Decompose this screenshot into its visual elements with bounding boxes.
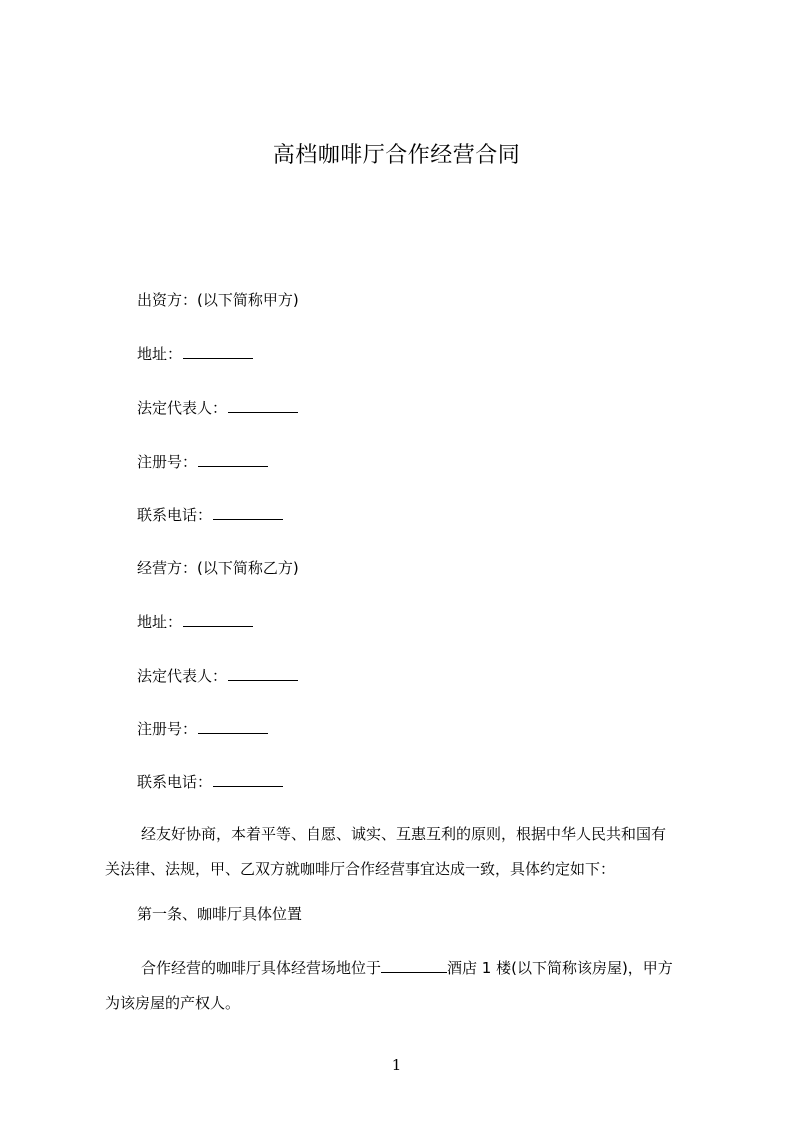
party-b-address-blank	[183, 611, 253, 627]
party-a-legal-rep-line	[137, 397, 298, 419]
party-a-legal-rep-blank	[228, 397, 298, 413]
party-a-heading: 出资方：(以下简称甲方)	[137, 291, 299, 309]
article-1-heading: 第一条、咖啡厅具体位置	[137, 905, 303, 923]
article-1-line-2: 为该房屋的产权人。	[105, 994, 241, 1012]
party-b-reg-no-line	[137, 718, 268, 740]
party-b-address-label: 地址：	[137, 613, 183, 631]
hotel-name-blank	[381, 957, 447, 973]
party-a-address-blank	[183, 343, 253, 359]
party-a-phone-line	[137, 504, 283, 526]
party-b-phone-blank	[213, 771, 283, 787]
document-title: 高档咖啡厅合作经营合同	[272, 143, 521, 168]
article-1-text-before-blank: 合作经营的咖啡厅具体经营场地位于	[141, 959, 382, 977]
party-a-address-label: 地址：	[137, 345, 183, 363]
party-b-legal-rep-line	[137, 665, 298, 687]
party-b-reg-no-blank	[198, 718, 268, 734]
party-a-phone-label: 联系电话：	[137, 506, 213, 524]
page-number: 1	[391, 1056, 402, 1074]
article-1-line-1	[105, 957, 705, 979]
preamble-line-1: 经友好协商，本着平等、自愿、诚实、互惠互利的原则，根据中华人民共和国有	[141, 825, 667, 843]
party-b-phone-label: 联系电话：	[137, 773, 213, 791]
preamble-paragraph	[105, 823, 705, 880]
party-a-reg-no-label: 注册号：	[137, 453, 198, 471]
party-a-reg-no-blank	[198, 451, 268, 467]
party-a-address-line	[137, 343, 253, 365]
party-b-phone-line	[137, 771, 283, 793]
preamble-line-2: 关法律、法规，甲、乙双方就咖啡厅合作经营事宜达成一致，具体约定如下：	[105, 860, 616, 878]
party-a-reg-no-line	[137, 451, 268, 473]
article-1-text-after-blank: 酒店 1 楼(以下简称该房屋)，甲方	[447, 959, 673, 977]
party-b-heading: 经营方：(以下简称乙方)	[137, 559, 299, 577]
party-a-legal-rep-label: 法定代表人：	[137, 399, 228, 417]
party-b-address-line	[137, 611, 253, 633]
party-b-legal-rep-blank	[228, 665, 298, 681]
party-b-legal-rep-label: 法定代表人：	[137, 667, 228, 685]
party-a-phone-blank	[213, 504, 283, 520]
party-b-reg-no-label: 注册号：	[137, 720, 198, 738]
article-1-paragraph	[105, 957, 705, 1014]
